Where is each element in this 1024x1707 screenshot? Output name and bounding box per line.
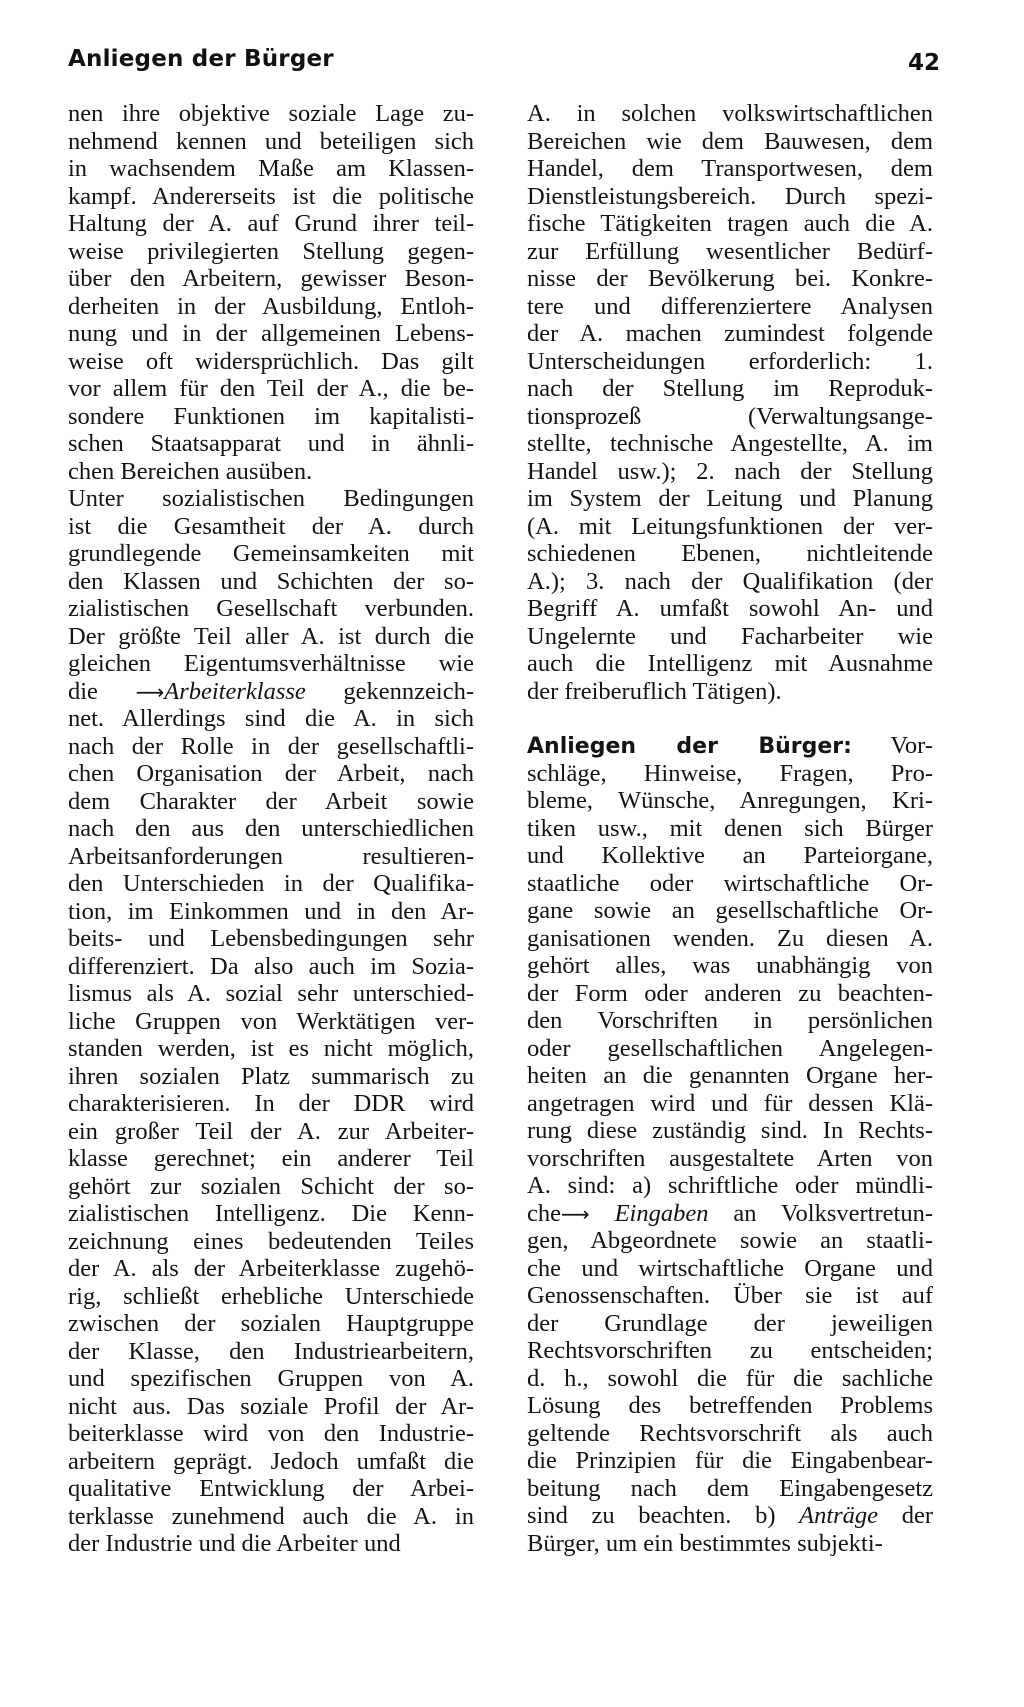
text-line: nach der Stellung im Reproduk-: [527, 375, 933, 402]
text-line: Bürger, um ein bestimmtes subjekti-: [527, 1529, 883, 1557]
text-line: gleichen Eigentumsverhältnisse wie: [68, 650, 474, 677]
text-line: Bereichen wie dem Bauwesen, dem: [527, 127, 933, 155]
text-line: Begriff A. umfaßt sowohl An- und: [527, 595, 933, 622]
text-line: schläge, Hinweise, Fragen, Pro-: [527, 759, 933, 787]
text-line: auch die Intelligenz mit Ausnahme: [527, 650, 933, 677]
text-line: über den Arbeitern, gewisser Beson-: [68, 265, 474, 292]
text-line: heiten an die genannten Organe her-: [527, 1062, 933, 1089]
text-line: nen ihre objektive soziale Lage zu-: [68, 100, 474, 127]
text-span: che: [527, 1199, 561, 1227]
text-line: ganisationen wenden. Zu diesen A.: [527, 924, 933, 952]
text-line: ihren sozialen Platz summarisch zu: [68, 1062, 474, 1090]
text-line: differenziert. Da also auch im Sozia-: [68, 952, 474, 980]
arrow-icon: ⟶: [561, 1201, 590, 1226]
text-line: nach den aus den unterschiedlichen: [68, 815, 474, 842]
text-line: weise privilegierten Stellung gegen-: [68, 237, 474, 265]
text-line: kampf. Andererseits ist die politische: [68, 182, 474, 210]
text-line: der Grundlage der jeweiligen: [527, 1309, 933, 1337]
text-line: zeichnung eines bedeutenden Teiles: [68, 1227, 474, 1255]
text-line: und spezifischen Gruppen von A.: [68, 1365, 474, 1392]
text-line: der Form oder anderen zu beachten-: [527, 979, 933, 1007]
text-line: bleme, Wünsche, Anregungen, Kri-: [527, 787, 933, 814]
text-line: nung und in der allgemeinen Lebens-: [68, 320, 474, 347]
text-line: beiterklasse wird von den Industrie-: [68, 1420, 474, 1447]
text-line: nehmend kennen und beteiligen sich: [68, 127, 474, 155]
text-span: gekennzeich-: [305, 677, 474, 705]
text-line: charakterisieren. In der DDR wird: [68, 1090, 474, 1117]
text-span: der: [878, 1502, 933, 1529]
text-line: sondere Funktionen im kapitalisti-: [68, 402, 474, 430]
text-line: Handel, dem Transportwesen, dem: [527, 155, 933, 182]
text-line: grundlegende Gemeinsamkeiten mit: [68, 540, 474, 567]
text-span: sind zu beachten. b): [527, 1502, 800, 1529]
text-line: der A. machen zumindest folgende: [527, 320, 933, 347]
text-line: den Vorschriften in persönlichen: [527, 1007, 933, 1034]
page-number: 42: [907, 50, 940, 76]
text-line: gehört alles, was unabhängig von: [527, 952, 933, 979]
text-line: [527, 1200, 933, 1228]
cross-reference-term: Anträge: [799, 1502, 879, 1529]
text-line: rig, schließt erhebliche Unterschiede: [68, 1282, 474, 1310]
text-line: d. h., sowohl die für die sachliche: [527, 1364, 933, 1392]
text-line: derheiten in der Ausbildung, Entloh-: [68, 292, 474, 320]
text-line: zur Erfüllung wesentlicher Bedürf-: [527, 237, 933, 265]
text-line: geltende Rechtsvorschrift als auch: [527, 1419, 933, 1447]
text-line: arbeitern geprägt. Jedoch umfaßt die: [68, 1447, 474, 1475]
text-line: vorschriften ausgestaltete Arten von: [527, 1144, 933, 1172]
text-line: gen, Abgeordnete sowie an staatli-: [527, 1227, 933, 1254]
text-line: gane sowie an gesellschaftliche Or-: [527, 897, 933, 924]
text-line: Handel usw.); 2. nach der Stellung: [527, 457, 933, 485]
text-line: Haltung der A. auf Grund ihrer teil-: [68, 210, 474, 237]
text-line: nach der Rolle in der gesellschaftli-: [68, 732, 474, 760]
text-line: tiken usw., mit denen sich Bürger: [527, 814, 933, 842]
running-head: Anliegen der Bürger: [68, 46, 334, 72]
text-line: Arbeitsanforderungen resultieren-: [68, 842, 474, 870]
entry-headword: Anliegen der Bürger:: [527, 734, 852, 759]
text-line: Lösung des betreffenden Problems: [527, 1392, 933, 1419]
text-line: der A. als der Arbeiterklasse zugehö-: [68, 1255, 474, 1282]
text-line: zwischen der sozialen Hauptgruppe: [68, 1310, 474, 1337]
text-line: tion, im Einkommen und in den Ar-: [68, 897, 474, 925]
cross-reference-term: Eingaben: [589, 1199, 709, 1227]
entry-first-line-rest: Vor-: [851, 732, 933, 759]
text-line: liche Gruppen von Werktätigen ver-: [68, 1007, 474, 1035]
text-line: der Klasse, den Industriearbeitern,: [68, 1337, 474, 1365]
text-line: nisse der Bevölkerung bei. Konkre-: [527, 265, 933, 292]
entry-continuation: [527, 100, 933, 705]
text-line: beitung nach dem Eingabengesetz: [527, 1474, 933, 1502]
text-line: angetragen wird und für dessen Klä-: [527, 1089, 933, 1117]
text-line: gehört zur sozialen Schicht der so-: [68, 1172, 474, 1200]
text-line: stellte, technische Angestellte, A. im: [527, 430, 933, 457]
text-line: terklasse zunehmend auch die A. in: [68, 1502, 474, 1530]
text-line: rung diese zuständig sind. In Rechts-: [527, 1117, 933, 1144]
text-line: Unter sozialistischen Bedingungen: [68, 485, 474, 512]
text-line: vor allem für den Teil der A., die be-: [68, 375, 474, 402]
text-line: Unterscheidungen erforderlich: 1.: [527, 347, 933, 375]
text-line: Genossenschaften. Über sie ist auf: [527, 1282, 933, 1309]
text-line: die Prinzipien für die Eingabenbear-: [527, 1447, 933, 1474]
text-line: oder gesellschaftlichen Angelegen-: [527, 1034, 933, 1062]
text-line: lismus als A. sozial sehr unterschied-: [68, 980, 474, 1007]
text-line: in wachsendem Maße am Klassen-: [68, 155, 474, 182]
text-line: den Unterschieden in der Qualifika-: [68, 870, 474, 897]
text-line: tionsprozeß (Verwaltungsange-: [527, 402, 933, 430]
text-line: A.); 3. nach der Qualifikation (der: [527, 567, 933, 595]
text-line: nicht aus. Das soziale Profil der Ar-: [68, 1392, 474, 1420]
text-line: Rechtsvorschriften zu entscheiden;: [527, 1337, 933, 1364]
text-line: ist die Gesamtheit der A. durch: [68, 512, 474, 540]
text-line: Ungelernte und Facharbeiter wie: [527, 622, 933, 650]
text-line: tere und differenziertere Analysen: [527, 292, 933, 320]
text-line: ein großer Teil der A. zur Arbeiter-: [68, 1117, 474, 1145]
right-text-column: [527, 100, 933, 1557]
text-line: Dienstleistungsbereich. Durch spezi-: [527, 182, 933, 210]
text-line: beits- und Lebensbedingungen sehr: [68, 925, 474, 952]
text-line: che und wirtschaftliche Organe und: [527, 1254, 933, 1282]
text-line: der Industrie und die Arbeiter und: [68, 1530, 401, 1557]
text-line: [68, 678, 474, 706]
text-line: A. sind: a) schriftliche oder mündli-: [527, 1172, 933, 1199]
text-line: und Kollektive an Parteiorgane,: [527, 842, 933, 869]
text-line: fische Tätigkeiten tragen auch die A.: [527, 210, 933, 237]
text-span: die: [68, 677, 136, 705]
entry-first-line: [527, 732, 933, 760]
arrow-icon: ⟶: [135, 679, 165, 704]
text-line: den Klassen und Schichten der so-: [68, 567, 474, 595]
text-line: klasse gerechnet; ein anderer Teil: [68, 1145, 474, 1172]
text-line: im System der Leitung und Planung: [527, 485, 933, 512]
text-line: zialistischen Gesellschaft verbunden.: [68, 595, 474, 622]
text-span: an Volksvertretun-: [708, 1199, 933, 1227]
left-text-column: [68, 100, 474, 1558]
text-line: schen Staatsapparat und in ähnli-: [68, 430, 474, 457]
text-line: qualitative Entwicklung der Arbei-: [68, 1475, 474, 1502]
text-line: chen Organisation der Arbeit, nach: [68, 760, 474, 787]
entry-body: [527, 760, 933, 1558]
text-line: Der größte Teil aller A. ist durch die: [68, 622, 474, 650]
text-line: zialistischen Intelligenz. Die Kenn-: [68, 1200, 474, 1227]
paragraph-gap: [527, 705, 933, 732]
text-line: [527, 1502, 933, 1530]
cross-reference-term: Arbeiterklasse: [164, 677, 306, 705]
text-line: (A. mit Leitungsfunktionen der ver-: [527, 512, 933, 540]
text-line: standen werden, ist es nicht möglich,: [68, 1035, 474, 1062]
text-line: A. in solchen volkswirtschaftlichen: [527, 100, 933, 127]
text-line: staatliche oder wirtschaftliche Or-: [527, 869, 933, 897]
text-line: schiedenen Ebenen, nichtleitende: [527, 540, 933, 567]
text-line: net. Allerdings sind die A. in sich: [68, 705, 474, 732]
text-line: dem Charakter der Arbeit sowie: [68, 787, 474, 815]
text-line: weise oft widersprüchlich. Das gilt: [68, 347, 474, 375]
text-line: chen Bereichen ausüben.: [68, 457, 313, 485]
text-line: der freiberuflich Tätigen).: [527, 677, 782, 705]
